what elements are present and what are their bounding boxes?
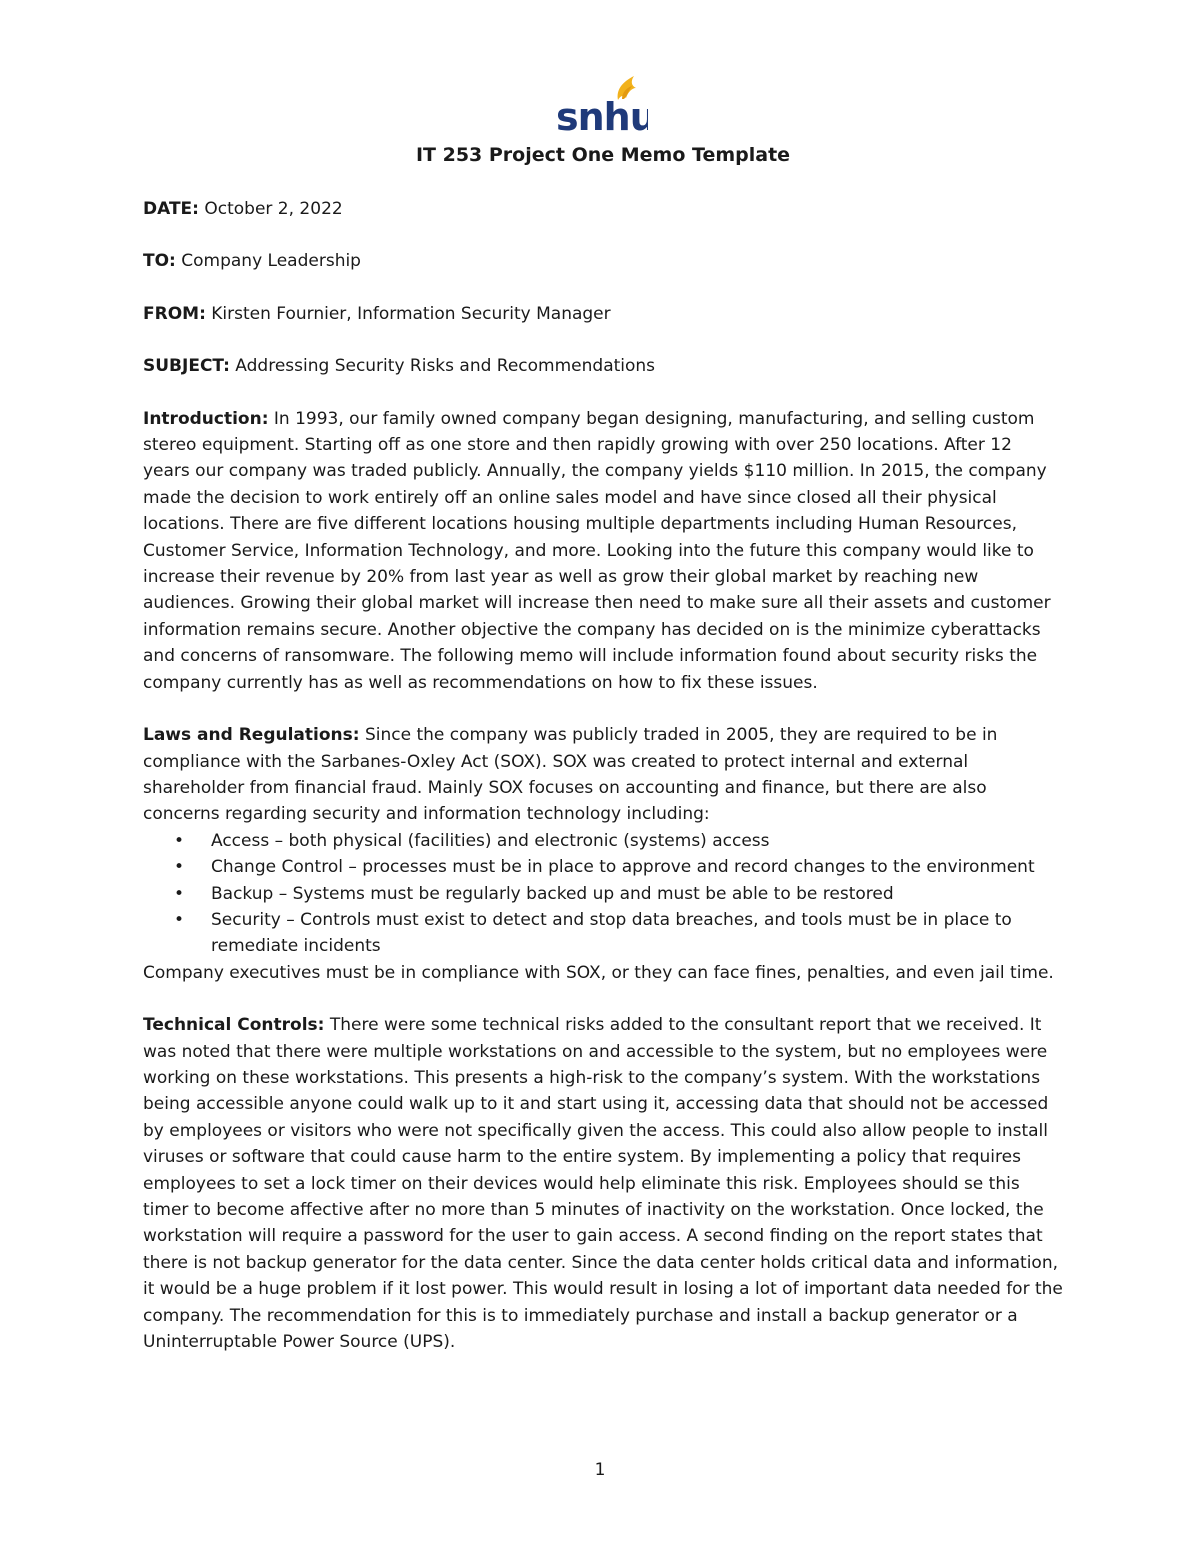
sox-bullet-list (143, 828, 1063, 960)
technical-label: Technical Controls: (143, 1015, 325, 1036)
introduction-section (143, 406, 1063, 696)
bullet-icon: • (174, 909, 185, 930)
bullet-icon: • (174, 857, 185, 878)
date-value: October 2, 2022 (204, 199, 343, 219)
date-field (143, 196, 1063, 222)
technical-section (143, 1012, 1063, 1355)
to-value: Company Leadership (181, 251, 361, 272)
to-label: TO: (143, 251, 176, 272)
subject-value: Addressing Security Risks and Recommendations (235, 356, 656, 377)
bullet-text: Change Control – processes must be in place to approve and record changes to the environment (211, 857, 1035, 878)
laws-text: Since the company was publicly traded in 2005, they are required to be in compliance with the Sarbanes-Oxley Act (SOX). SOX was created to protect internal and external shareholder from financial fraud. Mainly SOX focuses on accounting and finance, but there are also concerns regarding security and information technology including: (143, 725, 998, 825)
list-item (143, 907, 1063, 960)
bullet-icon: • (174, 830, 185, 851)
laws-section (143, 722, 1063, 828)
from-value: Kirsten Fournier, Information Security Manager (211, 303, 611, 324)
snhu-logo (548, 72, 648, 134)
introduction-text: In 1993, our family owned company began designing, manufacturing, and selling custom stereo equipment. Starting off as one store and then rapidly growing with over 250 locations. After 12 years our company was traded publicly. Annually, the company yields $110 million. In 2015, the company made the decision to work entirely off an online sales model and have since closed all their physical locations. There are five different locations housing multiple departments including Human Resources, Customer Service, Information Technology, and more. Looking into the future this company would like to increase their revenue by 20% from last year as well as grow their global market by reaching new audiences. Growing their global market will increase then need to make sure all their assets and customer information remains secure. Another objective the company has decided on is the minimize cyberattacks and concerns of ransomware. The following memo will include information found about security risks the company currently has as well as recommendations on how to fix these issues. (143, 408, 1051, 693)
bullet-text: Security – Controls must exist to detect and stop data breaches, and tools must be in place to remediate incidents (211, 909, 1012, 957)
from-label: FROM: (143, 303, 206, 324)
subject-label: SUBJECT: (143, 356, 230, 377)
memo-title: IT 253 Project One Memo Template (415, 144, 791, 166)
list-item (143, 881, 1063, 907)
page-number: 1 (594, 1460, 606, 1480)
laws-closing: Company executives must be in compliance with SOX, or they can face fines, penalties, and even jail time. (143, 962, 1054, 983)
laws-label: Laws and Regulations: (143, 725, 360, 746)
from-field (143, 301, 1063, 327)
bullet-icon: • (174, 883, 185, 904)
bullet-text: Backup – Systems must be regularly backed up and must be able to be restored (211, 883, 894, 904)
introduction-label: Introduction: (143, 408, 269, 429)
bullet-text: Access – both physical (facilities) and electronic (systems) access (211, 830, 770, 851)
logo-wordmark: snhu (556, 95, 648, 134)
technical-text: There were some technical risks added to the consultant report that we received. It was noted that there were multiple workstations on and accessible to the system, but no employees were working on these workstations. This presents a high-risk to the company’s system. With the workstations being accessible anyone could walk up to it and start using it, accessing data that should not be accessed by employees or visitors who were not specifically given the access. This could also allow people to install viruses or software that could cause harm to the entire system. By implementing a policy that requires employees to set a lock timer on their devices would help eliminate this risk. Employees should se this timer to become affective after no more than 5 minutes of inactivity on the workstation. Once locked, the workstation will require a password for the user to gain access. A second finding on the report states that there is not backup generator for the data center. Since the data center holds critical data and information, it would be a huge problem if it lost power. This would result in losing a lot of important data needed for the company. The recommendation for this is to immediately purchase and install a backup generator or a Uninterruptable Power Source (UPS). (143, 1015, 1063, 1353)
date-label: DATE: (143, 199, 199, 219)
flame-icon (548, 72, 648, 134)
list-item (143, 854, 1063, 880)
memo-body (143, 142, 1063, 1381)
to-field (143, 248, 1063, 274)
list-item (143, 828, 1063, 854)
subject-field (143, 353, 1063, 379)
